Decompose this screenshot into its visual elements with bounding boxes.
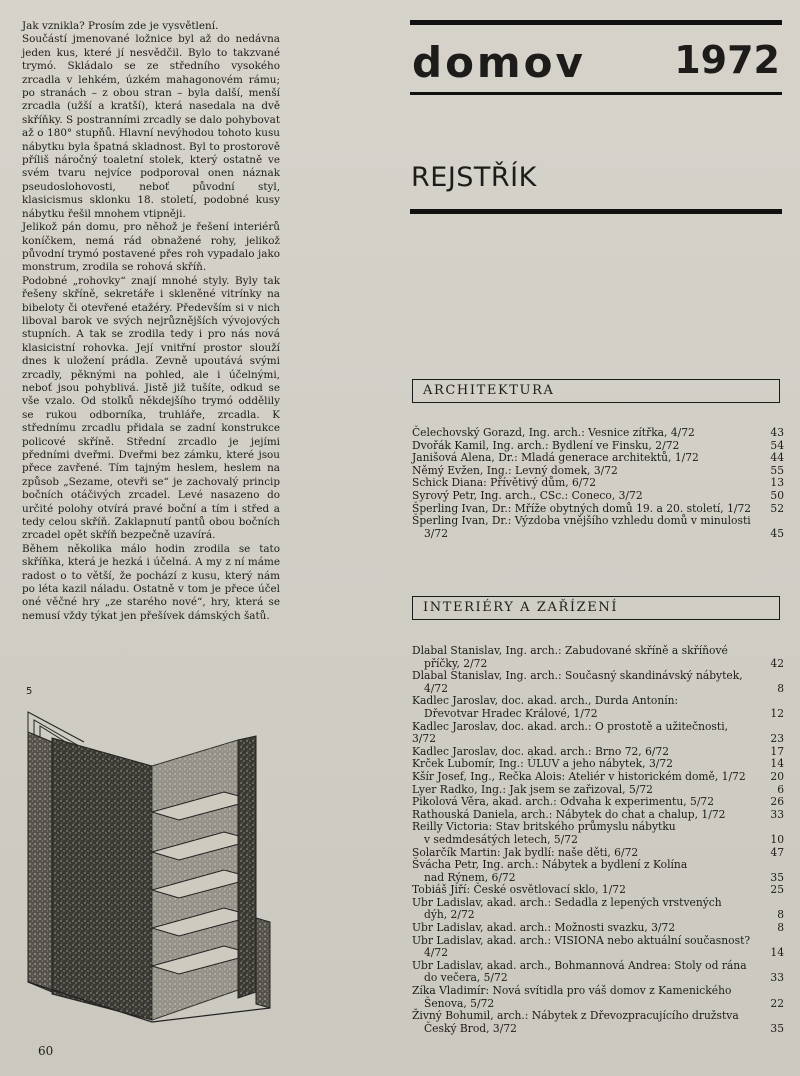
index-entry-text: Dlabal Stanislav, Ing. arch.: Zabudované skříně a skříňové příčky, 2/72 xyxy=(412,644,728,670)
index-entry-page: 33 xyxy=(770,807,784,821)
index-entry xyxy=(412,935,784,960)
index-entry-text: Čelechovský Gorazd, Ing. arch.: Vesnice zítřka, 4/72 xyxy=(412,426,695,439)
article-paragraph: Jelikož pán domu, pro něhož je řešení interiérů koníčkem, nemá rád obnažené rohy, jelikož původní trymó postavené přes roh vypadalo jako monstrum, zrodila se rohová skříň. xyxy=(22,221,280,274)
index-entry xyxy=(412,859,784,884)
index-entry-page: 12 xyxy=(770,706,784,720)
index-entry-text: Kadlec Jaroslav, doc. akad. arch., Durda Antonín: Dřevotvar Hradec Králové, 1/72 xyxy=(412,694,679,720)
index-entry-text: Ubr Ladislav, akad. arch.: VISIONA nebo aktuální současnost? 4/72 xyxy=(412,933,751,960)
index-entry xyxy=(412,695,784,720)
index-entry xyxy=(412,645,784,670)
index-entry-page: 20 xyxy=(770,769,784,783)
index-entry-text: Syrový Petr, Ing. arch., CSc.: Coneco, 3/72 xyxy=(412,488,643,502)
index-entry-page: 22 xyxy=(770,996,784,1010)
index-entry-page: 44 xyxy=(770,451,784,465)
index-entry-text: Solarčík Martin: Jak bydlí: naše děti, 6/72 xyxy=(412,845,639,859)
index-entry-text: Švácha Petr, Ing. arch.: Nábytek a bydlení z Kolína nad Rýnem, 6/72 xyxy=(412,858,688,884)
index-entry-text: Tobiáš Jiří: České osvětlovací sklo, 1/72 xyxy=(412,883,626,897)
index-entry-text: Janišová Alena, Dr.: Mladá generace architektů, 1/72 xyxy=(412,451,699,465)
index-entry xyxy=(412,985,784,1010)
magazine-masthead xyxy=(410,38,782,88)
index-entry-text: Ubr Ladislav, akad. arch.: Sedadla z lepených vrstvených dýh, 2/72 xyxy=(412,895,722,922)
index-entry-page: 8 xyxy=(777,921,784,935)
index-entry xyxy=(412,960,784,985)
index-entry-page: 8 xyxy=(777,908,784,922)
index-entry-text: Kšír Josef, Ing., Rečka Alois: Ateliér v historickém domě, 1/72 xyxy=(412,769,746,783)
index-entry-text: Schick Diana: Přívětivý dům, 6/72 xyxy=(412,476,596,490)
section-heading-interiery: INTERIÉRY A ZAŘÍZENÍ xyxy=(412,596,780,620)
index-entry-text: Pikolová Věra, akad. arch.: Odvaha k experimentu, 5/72 xyxy=(412,795,715,809)
index-entry-text: Krček Lubomír, Ing.: ÚLUV a jeho nábytek, 3/72 xyxy=(412,757,673,771)
index-entry-page: 14 xyxy=(770,946,784,960)
section-entries-architektura xyxy=(412,427,784,540)
corner-wardrobe-illustration xyxy=(24,692,279,1027)
article-paragraph: Jak vznikla? Prosím zde je vysvětlení. xyxy=(22,20,219,32)
index-entry-page: 42 xyxy=(770,656,784,670)
index-entry xyxy=(412,897,784,922)
article-text xyxy=(22,20,280,623)
magazine-title: domov xyxy=(412,38,586,87)
index-entry-page: 35 xyxy=(770,1021,784,1035)
index-entry-text: Lyer Radko, Ing.: Jak jsem se zařizoval, 5/72 xyxy=(412,782,653,796)
index-entry-page: 14 xyxy=(770,757,784,771)
index-entry-text: Šperling Ivan, Dr.: Mříže obytných domů 19. a 20. století, 1/72 xyxy=(412,501,752,515)
index-entry-page: 52 xyxy=(770,501,784,515)
index-entry-text: Ubr Ladislav, akad. arch.: Možnosti svazku, 3/72 xyxy=(412,921,676,935)
section-heading-architektura: ARCHITEKTURA xyxy=(412,379,780,403)
index-entry-text: Němý Evžen, Ing.: Levný domek, 3/72 xyxy=(412,463,618,477)
index-entry-page: 13 xyxy=(770,476,784,490)
index-rule xyxy=(410,209,782,214)
index-entry-page: 47 xyxy=(770,845,784,859)
index-entry-page: 6 xyxy=(777,782,784,796)
index-entry-page: 8 xyxy=(777,681,784,695)
index-entry-page: 33 xyxy=(770,971,784,985)
index-entry xyxy=(412,821,784,846)
magazine-year: 1972 xyxy=(674,38,780,82)
index-entry-page: 10 xyxy=(770,832,784,846)
article-paragraph: Součástí jmenované ložnice byl až do nedávna jeden kus, které jí nesvědčil. Bylo to takzvané trymó. Skládalo se ze středního vysokého zrcadla v lehkém, úzkém mahagonovém rámu; po stranách – z obou stran – byla další, menší zrcadla (užší a kratší), která nasedala na dvě skříňky. S postranními zrcadly se dalo pohybovat až o 180° stupňů. Hlavní nevýhodou tohoto kusu nábytku byla špatná skladnost. Byl to prostorově příliš náročný toaletní stolek, který ostatně ve svém tvaru nejvíce podporoval onen náznak pseudoslohovosti, neboť původní styl, klasicismus sklonku 18. století, podobné kusy nábytku řešil mnohem vtipněji. xyxy=(22,33,280,220)
index-heading: REJSTŘÍK xyxy=(411,162,537,193)
masthead-rule xyxy=(410,92,782,95)
section-entries-interiery xyxy=(412,645,784,1035)
top-rule xyxy=(410,20,782,25)
article-paragraph: Během několika málo hodin zrodila se tato skříňka, která je hezká i účelná. A my z ní máme radost o to větší, že pochází z kusu, který nám po léta kazil náladu. Ostatně v tom je přece účel oné věčné hry „ze starého nové“, hry, která se nemusí vždy týkat jen přešívek dámských šatů. xyxy=(22,542,280,622)
article-paragraph: Podobné „rohovky“ znají mnohé styly. Byly tak řešeny skříně, sekretáře i skleněné vitrínky na bibeloty či otevřené etažéry. Především si v nich liboval barok ve svých nejrůznějších vývojových stupních. A tak se zrodila tedy i pro nás nová klasicistní rohovka. Její vnitřní prostor slouží dnes k uložení prádla. Zevně upoutává svými zrcadly, pěknými na pohled, ale i účelnými, neboť jsou pohyblivá. Jistě již tušíte, odkud se vše vzalo. Od stolků někdejšího trymó oddělily se rukou odborníka, truhláře, zrcadla. K střednímu zrcadlu přidala se zadní konstrukce policové skříně. Střední zrcadlo je jejími předními dveřmi. Dveřmi bez zámku, které jsou přece zavřené. Tím tajným heslem, heslem na způsob „Sezame, otevři se“ je zachovalý princip bočních otáčivých zrcadel. Levé nasazeno do určité polohy otvírá pravé boční a tím i střed a tedy celou skříň. Zaklapnutí pantů obou bočních zrcadel opět skříň bezpečně uzavírá. xyxy=(22,274,280,542)
index-entry-page: 35 xyxy=(770,870,784,884)
index-entry-text: Šperling Ivan, Dr.: Výzdoba vnějšího vzhledu domů v minulosti 3/72 xyxy=(412,514,751,540)
index-entry-text: Kadlec Jaroslav, doc. akad. arch.: O prostotě a užitečnosti, 3/72 xyxy=(412,719,729,746)
index-entry xyxy=(412,670,784,695)
index-entry-text: Dlabal Stanislav, Ing. arch.: Současný skandinávský nábytek, 4/72 xyxy=(412,669,743,695)
index-entry-text: Kadlec Jaroslav, doc. akad. arch.: Brno 72, 6/72 xyxy=(412,744,670,758)
figure-number: 5 xyxy=(26,686,33,697)
index-entry-text: Dvořák Kamil, Ing. arch.: Bydlení ve Finsku, 2/72 xyxy=(412,438,680,452)
index-entry-page: 55 xyxy=(770,463,784,477)
index-entry-page: 54 xyxy=(770,438,784,452)
index-entry-page: 23 xyxy=(770,732,784,746)
index-entry-text: Ubr Ladislav, akad. arch., Bohmannová Andrea: Stoly od rána do večera, 5/72 xyxy=(412,958,747,985)
index-entry xyxy=(412,721,784,746)
page-number: 60 xyxy=(38,1044,54,1058)
index-entry xyxy=(412,1010,784,1035)
index-entry-text: Živný Bohumil, arch.: Nábytek z Dřevozpracujícího družstva Český Brod, 3/72 xyxy=(412,1009,739,1035)
index-entry-page: 45 xyxy=(770,526,784,540)
index-entry-page: 17 xyxy=(770,744,784,758)
index-entry xyxy=(412,515,784,540)
index-entry-page: 26 xyxy=(770,795,784,809)
index-entry-page: 50 xyxy=(770,488,784,502)
index-entry-page: 25 xyxy=(770,883,784,897)
index-entry-text: Reilly Victoria: Stav britského průmyslu nábytku v sedmdesátých letech, 5/72 xyxy=(412,820,676,846)
index-entry-text: Rathouská Daniela, arch.: Nábytek do chat a chalup, 1/72 xyxy=(412,807,726,821)
index-entry-page: 43 xyxy=(770,426,784,439)
index-entry-text: Zíka Vladimír: Nová svítidla pro váš domov z Kamenického Šenova, 5/72 xyxy=(412,984,732,1010)
